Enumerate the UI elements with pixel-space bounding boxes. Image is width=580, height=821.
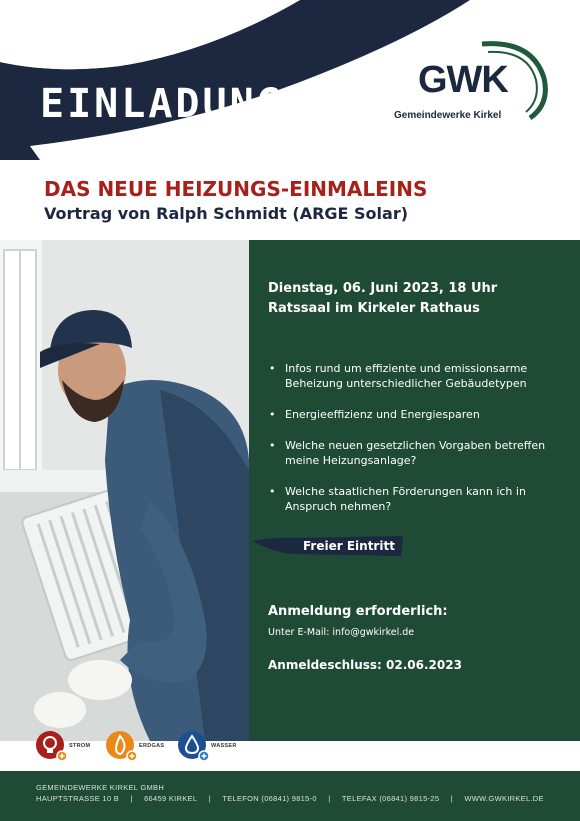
- list-item: • Infos rund um effiziente und emissionsarme Beheizung unterschiedlicher Gebäudetypen: [269, 362, 528, 390]
- event-date: Dienstag, 06. Juni 2023, 18 Uhr: [268, 281, 498, 296]
- water-drop-icon: [177, 730, 211, 764]
- registration-deadline: Anmeldeschluss: 02.06.2023: [268, 658, 462, 672]
- footer-separator: |: [328, 794, 331, 803]
- footer-separator: |: [208, 794, 211, 803]
- topic-text: Infos rund um effiziente und emissionsarme Beheizung unterschiedlicher Gebäudetypen: [285, 362, 528, 390]
- event-location: Ratssaal im Kirkeler Rathaus: [268, 301, 480, 316]
- free-entry-badge: [253, 535, 403, 557]
- footer-phone: TELEFON (06841) 9815-0: [222, 794, 317, 803]
- footer-website[interactable]: WWW.GWKIRKEL.DE: [464, 794, 544, 803]
- footer-contact-line: [36, 794, 544, 803]
- footer-separator: |: [130, 794, 133, 803]
- footer-company: GEMEINDEWERKE KIRKEL GMBH: [36, 783, 165, 792]
- registration-title: Anmeldung erforderlich:: [268, 604, 448, 619]
- utility-icons: [0, 730, 580, 770]
- event-subheadline: Vortrag von Ralph Schmidt (ARGE Solar): [44, 204, 409, 223]
- list-item: • Welche staatlichen Förderungen kann ich in Anspruch nehmen?: [269, 485, 526, 513]
- gwk-logo: [392, 38, 552, 128]
- footer-separator: |: [450, 794, 453, 803]
- utility-label: WASSER: [211, 743, 237, 749]
- topic-text: Welche staatlichen Förderungen kann ich in Anspruch nehmen?: [285, 485, 526, 513]
- footer: [0, 771, 580, 821]
- footer-fax: TELEFAX (06841) 9815-25: [341, 794, 440, 803]
- footer-street: HAUPTSTRASSE 10 B: [36, 794, 120, 803]
- logo-subtitle: Gemeindewerke Kirkel: [394, 110, 502, 121]
- topic-list: [268, 361, 568, 530]
- bulb-icon: [35, 730, 69, 764]
- free-entry-label: Freier Eintritt: [303, 539, 395, 553]
- utility-label: ERDGAS: [139, 743, 165, 749]
- utility-label: STROM: [69, 743, 91, 749]
- list-item: • Energieeffizienz und Energiesparen: [269, 408, 480, 421]
- event-headline: DAS NEUE HEIZUNGS-EINMALEINS: [44, 177, 428, 201]
- list-item: • Welche neuen gesetzlichen Vorgaben betreffen meine Heizungsanlage?: [269, 439, 546, 467]
- footer-city: 66459 KIRKEL: [144, 794, 198, 803]
- topic-text: Energieeffizienz und Energiesparen: [285, 408, 480, 421]
- page-title: EINLADUNG: [40, 81, 284, 127]
- topic-text: Welche neuen gesetzlichen Vorgaben betreffen meine Heizungsanlage?: [285, 439, 546, 467]
- flame-icon: [105, 730, 139, 764]
- technician-photo: [0, 240, 249, 741]
- registration-email[interactable]: Unter E-Mail: info@gwkirkel.de: [268, 627, 415, 638]
- event-info-panel: [249, 240, 580, 741]
- logo-text: GWK: [418, 59, 508, 101]
